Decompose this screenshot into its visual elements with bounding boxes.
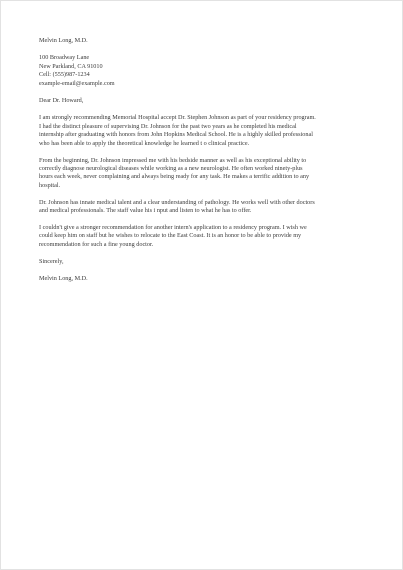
signature-name: Melvin Long, M.D. [39, 275, 88, 283]
paragraph-line: hospital. [39, 181, 61, 189]
paragraph-line: correctly diagnose neurological diseases while working as a new neurologist. He often worked ninety-plus [39, 164, 303, 172]
paragraph-1 [39, 114, 379, 148]
address-email: example-email@example.com [39, 79, 115, 87]
sender-address-block [39, 54, 379, 88]
paragraph-3 [39, 199, 379, 216]
paragraph-line: From the beginning, Dr. Johnson impressed me with his bedside manner as well as his exceptional ability to [39, 156, 307, 164]
paragraph-line: hours each week, never complaining and always being ready for any task. He makes a terrific addition to any [39, 173, 310, 181]
spacer [39, 45, 379, 54]
recommendation-letter [39, 37, 379, 284]
address-cell: Cell: (555)987-1234 [39, 71, 90, 79]
address-street: 100 Broadway Lane [39, 54, 90, 62]
paragraph-line: internship after graduating with honors from John Hopkins Medical School. He is a highly skilled professional [39, 131, 313, 139]
spacer [39, 105, 379, 114]
paragraph-2 [39, 157, 379, 191]
paragraph-line: I couldn't give a stronger recommendation for another intern's application to a residency program. I wish we [39, 224, 307, 231]
closing: Sincerely, [39, 257, 64, 265]
paragraph-line: I had the distinct pleasure of supervising Dr. Johnson for the past two years as he completed his medical [39, 122, 297, 130]
paragraph-line: recommendation for such a fine young doctor. [39, 240, 154, 248]
sender-name: Melvin Long, M.D. [39, 37, 88, 44]
salutation: Dear Dr. Howard, [39, 97, 84, 105]
paragraph-line: and medical professionals. The staff value his i nput and listen to what he has to offer. [39, 207, 252, 215]
paragraph-line: I am strongly recommending Memorial Hospital accept Dr. Stephen Johnson as part of your residency program. [39, 114, 316, 122]
paragraph-line: who has been able to apply the theoretical knowledge he learned t o clinical practice. [39, 139, 250, 147]
address-city: New Parkland, CA 91010 [39, 62, 103, 70]
paragraph-4 [39, 224, 379, 249]
paragraph-line: Dr. Johnson has innate medical talent and a clear understanding of pathology. He works well with other doctors [39, 198, 315, 206]
paragraph-line: could keep him on staff but he wishes to relocate to the East Coast. It is an honor to be able to provide my [39, 232, 302, 240]
spacer [39, 266, 379, 275]
spacer [39, 88, 379, 97]
